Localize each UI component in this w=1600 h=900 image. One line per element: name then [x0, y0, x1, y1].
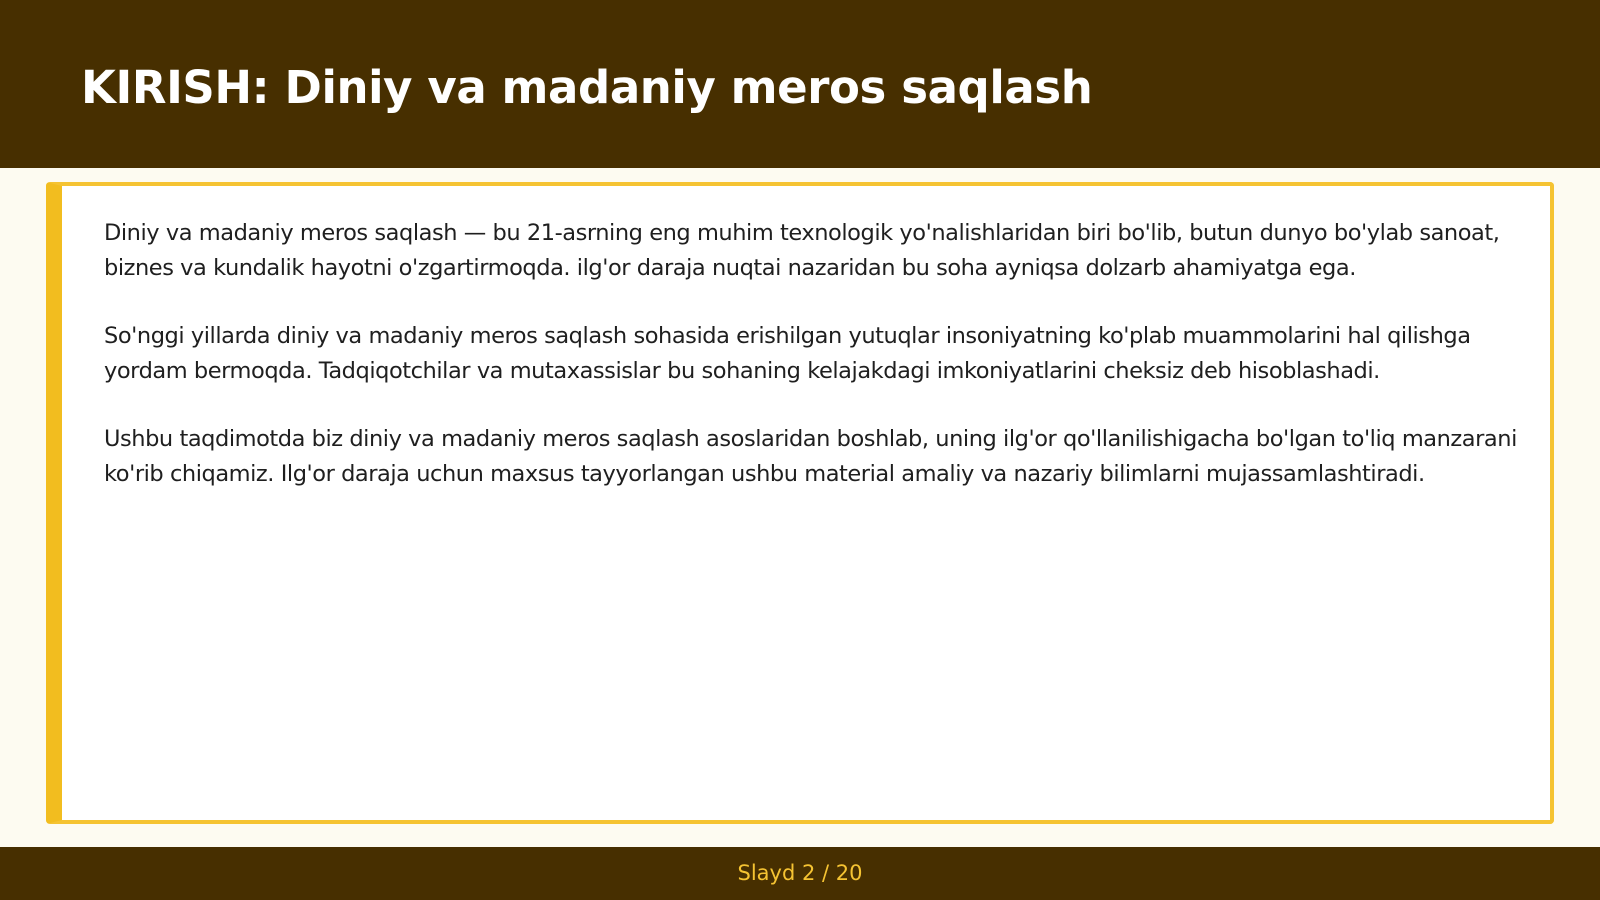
slide-title: KIRISH: Diniy va madaniy meros saqlash — [81, 61, 1093, 114]
paragraph-overview: Ushbu taqdimotda biz diniy va madaniy meros saqlash asoslaridan boshlab, uning ilg'or qo'llanilishigacha bo'lgan to'liq manzarani ko'rib chiqamiz. Ilg'or daraja uchun maxsus tayyorlangan ushbu material amaliy va nazariy bilimlarni mujassamlashtiradi. — [104, 426, 1517, 487]
paragraph-achievements: So'nggi yillarda diniy va madaniy meros saqlash sohasida erishilgan yutuqlar insoniyatning ko'plab muammolarini hal qilishga yordam bermoqda. Tadqiqotchilar va mutaxassislar bu sohaning kelajakdagi imkoniyatlarini cheksiz deb hisoblashadi. — [104, 323, 1471, 384]
content-panel — [46, 182, 1554, 824]
slide-header — [0, 0, 1600, 168]
content-body — [104, 216, 1524, 525]
paragraph-intro: Diniy va madaniy meros saqlash — bu 21-asrning eng muhim texnologik yo'nalishlaridan biri bo'lib, butun dunyo bo'ylab sanoat, biznes va kundalik hayotni o'zgartirmoqda. ilg'or daraja nuqtai nazaridan bu soha ayniqsa dolzarb ahamiyatga ega. — [104, 220, 1500, 281]
slide-footer — [0, 847, 1600, 900]
slide-counter: Slayd 2 / 20 — [737, 861, 863, 885]
